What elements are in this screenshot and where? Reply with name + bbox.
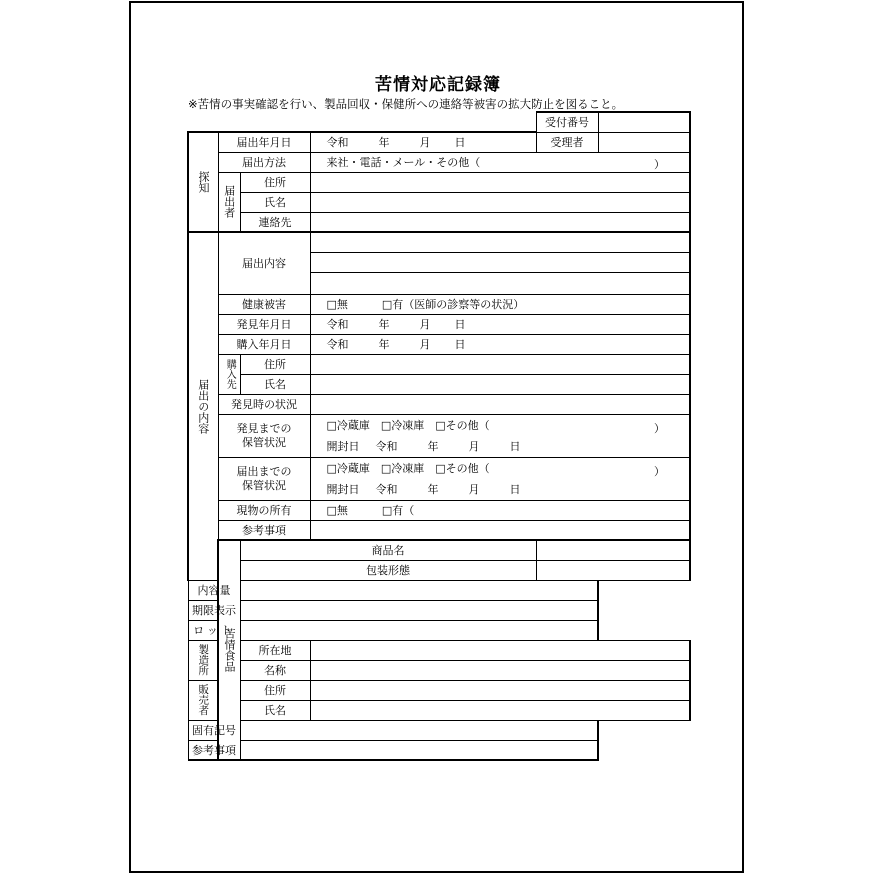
receiver-label: 受理者 [536, 132, 598, 152]
report-content-line-2[interactable] [310, 252, 690, 272]
mfr-location-label: 所在地 [240, 640, 310, 660]
item-possession-field[interactable]: □無 □有（ [310, 500, 690, 520]
seller-address-field[interactable] [310, 680, 690, 700]
content-amount-label: 内容量 [188, 580, 240, 600]
form-title: 苦情対応記録簿 [375, 75, 501, 95]
mfr-location-field[interactable] [310, 640, 690, 660]
packaging-field[interactable] [536, 560, 690, 580]
reporter-contact-field[interactable] [310, 212, 690, 232]
storage-until-discovery-field[interactable]: □冷蔵庫 □冷凍庫 □その他（ ） 開封日 令和 年 月 日 [310, 414, 690, 457]
purchase-name-field[interactable] [310, 374, 690, 394]
discovery-situation-field[interactable] [310, 394, 690, 414]
reception-number-label: 受付番号 [536, 112, 598, 132]
reception-number-field[interactable] [598, 112, 690, 132]
mfr-name-field[interactable] [310, 660, 690, 680]
section-report-content-label: 届出の内容 [188, 232, 218, 580]
purchase-date-field[interactable]: 令和 年 月 日 [310, 334, 690, 354]
purchase-address-field[interactable] [310, 354, 690, 374]
health-damage-label: 健康被害 [218, 294, 310, 314]
purchase-date-label: 購入年月日 [218, 334, 310, 354]
storage-until-report-label: 届出までの 保管状況 [218, 457, 310, 500]
instruction-note: ※苦情の事実確認を行い、製品回収・保健所への連絡等被害の拡大防止を図ること。 [188, 97, 624, 111]
report-method-field[interactable]: 来社・電話・メール・その他（ ） [310, 152, 690, 172]
reporter-address-label: 住所 [240, 172, 310, 192]
purchase-place-label: 購入先 [218, 354, 240, 394]
purchase-address-label: 住所 [240, 354, 310, 374]
mfr-name-label: 名称 [240, 660, 310, 680]
seller-label: 販売者 [188, 680, 218, 720]
reporter-address-field[interactable] [310, 172, 690, 192]
product-name-label: 商品名 [240, 540, 536, 560]
discovery-date-field[interactable]: 令和 年 月 日 [310, 314, 690, 334]
report-date-label: 届出年月日 [218, 132, 310, 152]
content-amount-field[interactable] [240, 580, 598, 600]
report-content-label: 届出内容 [218, 232, 310, 294]
report-content-line-1[interactable] [310, 232, 690, 252]
product-name-field[interactable] [536, 540, 690, 560]
complaint-record-table [187, 111, 691, 761]
storage-until-report-field[interactable]: □冷蔵庫 □冷凍庫 □その他（ ） 開封日 令和 年 月 日 [310, 457, 690, 500]
reporter-name-label: 氏名 [240, 192, 310, 212]
purchase-name-label: 氏名 [240, 374, 310, 394]
receiver-field[interactable] [598, 132, 690, 152]
expiry-display-label: 期限表示 [188, 600, 240, 620]
expiry-display-field[interactable] [240, 600, 598, 620]
seller-name-label: 氏名 [240, 700, 310, 720]
food-remarks-label: 参考事項 [188, 740, 240, 760]
reporter-label: 届出者 [218, 172, 240, 232]
seller-address-label: 住所 [240, 680, 310, 700]
reporter-name-field[interactable] [310, 192, 690, 212]
discovery-situation-label: 発見時の状況 [218, 394, 310, 414]
manufacturer-label: 製造所 [188, 640, 218, 680]
storage-until-discovery-label: 発見までの 保管状況 [218, 414, 310, 457]
report-content-line-3[interactable] [310, 272, 690, 294]
identification-code-field[interactable] [240, 720, 598, 740]
discovery-date-label: 発見年月日 [218, 314, 310, 334]
lot-field[interactable] [240, 620, 598, 640]
food-remarks-field[interactable] [240, 740, 598, 760]
section-detection-label: 探知 [188, 132, 218, 232]
report-method-label: 届出方法 [218, 152, 310, 172]
lot-label: ロット [188, 620, 240, 640]
packaging-label: 包装形態 [240, 560, 536, 580]
section-complaint-food-label: 苦情食品 [218, 540, 240, 760]
report-date-field[interactable]: 令和 年 月 日 [310, 132, 536, 152]
report-remarks-field[interactable] [310, 520, 690, 540]
identification-code-label: 固有記号 [188, 720, 240, 740]
reporter-contact-label: 連絡先 [240, 212, 310, 232]
item-possession-label: 現物の所有 [218, 500, 310, 520]
report-remarks-label: 参考事項 [218, 520, 310, 540]
health-damage-field[interactable]: □無 □有（医師の診察等の状況） [310, 294, 690, 314]
seller-name-field[interactable] [310, 700, 690, 720]
